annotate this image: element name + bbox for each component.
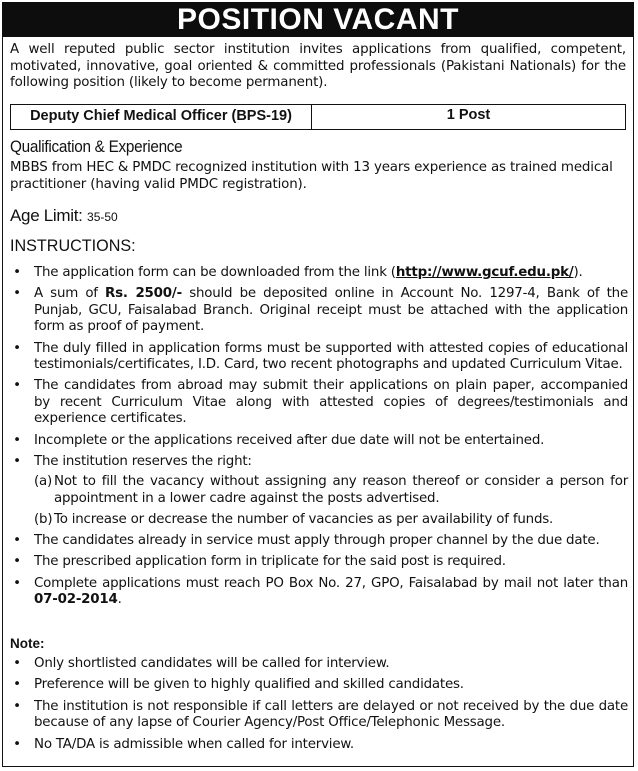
list-item: • The candidates already in service must apply through proper channel by the due date. (10, 533, 628, 549)
qualification-text: MBBS from HEC & PMDC recognized institution with 13 years experience as trained medical practitioner (having valid PMDC registration). (10, 160, 613, 192)
note-list (10, 656, 628, 753)
age-limit-label: Age Limit: (10, 206, 83, 225)
bullet-icon: • (13, 677, 21, 693)
list-item: • The candidates from abroad may submit their applications on plain paper, accompanied by recent Curriculum Vitae along with attested copies of degrees/testimonials and experience certificates. (10, 378, 628, 427)
list-item: • A sum of Rs. 2500/- should be deposited online in Account No. 1297-4, Bank of the Punjab, GCU, Faisalabad Branch. Original receipt must be attached with the application form as proof of payment. (10, 286, 628, 335)
bullet-icon: • (13, 554, 21, 570)
list-item: • Preference will be given to highly qualified and skilled candidates. (10, 677, 628, 693)
bullet-icon: • (13, 340, 21, 356)
bullet-icon: • (13, 378, 21, 394)
bullet-icon: • (13, 286, 21, 302)
list-item: • The prescribed application form in triplicate for the said post is required. (10, 554, 628, 570)
list-item: • No TA/DA is admissible when called for interview. (10, 737, 628, 753)
post-table (10, 104, 626, 130)
qualification-heading: Qualification & Experience (10, 137, 183, 156)
list-item: • Incomplete or the applications received after due date will not be entertained. (10, 433, 628, 449)
bullet-icon: • (13, 454, 21, 470)
page-title: POSITION VACANT (2, 2, 634, 37)
list-item: • Only shortlisted candidates will be called for interview. (10, 656, 628, 672)
bullet-icon: • (13, 736, 21, 752)
age-limit (10, 206, 118, 227)
age-limit-value: 35-50 (87, 210, 118, 224)
rights-item-b: (b) To increase or decrease the number of vacancies as per availability of funds. (34, 512, 554, 528)
list-item: • The duly filled in application forms must be supported with attested copies of educational testimonials/certificates, I.D. Card, two recent photographs and updated Curriculum Vitae. (10, 341, 628, 374)
instructions-heading: INSTRUCTIONS: (10, 236, 136, 255)
bullet-icon: • (13, 575, 21, 591)
sub-marker: (b) (34, 512, 53, 528)
list-item: • The institution reserves the right: (a) Not to fill the vacancy without assigning any reason thereof or consider a person for appointment in a lower cadre against the posts advertised. (b) To increase or decrease the number of vacancies as per availability of funds. (10, 454, 628, 529)
bullet-icon: • (13, 265, 21, 280)
sub-marker: (a) (34, 474, 53, 490)
instructions-list (10, 265, 628, 608)
list-item: • The institution is not responsible if call letters are delayed or not received by the due date because of any lapse of Courier Agency/Post Office/Telephonic Message. (10, 699, 628, 732)
website-link[interactable]: http://www.gcuf.edu.pk/ (395, 265, 574, 280)
bullet-icon: • (13, 698, 21, 714)
post-count: 1 Post (446, 107, 491, 123)
list-item: • Complete applications must reach PO Box No. 27, GPO, Faisalabad by mail not later than 07-02-2014. (10, 576, 628, 609)
bullet-icon: • (13, 656, 21, 671)
rights-item-a: (a) Not to fill the vacancy without assigning any reason thereof or consider a person for appointment in a lower cadre against the posts advertised. (34, 474, 628, 506)
intro-paragraph: A well reputed public sector institution invites applications from qualified, competent, motivated, innovative, goal oriented & committed professionals (Pakistani Nationals) for the following position (likely to become permanent). (10, 42, 626, 90)
post-title: Deputy Chief Medical Officer (BPS-19) (11, 105, 312, 129)
bullet-icon: • (13, 532, 21, 548)
bullet-icon: • (13, 432, 21, 448)
list-item: • The application form can be downloaded from the link (http://www.gcuf.edu.pk/). (10, 265, 628, 281)
note-heading: Note: (10, 636, 45, 651)
